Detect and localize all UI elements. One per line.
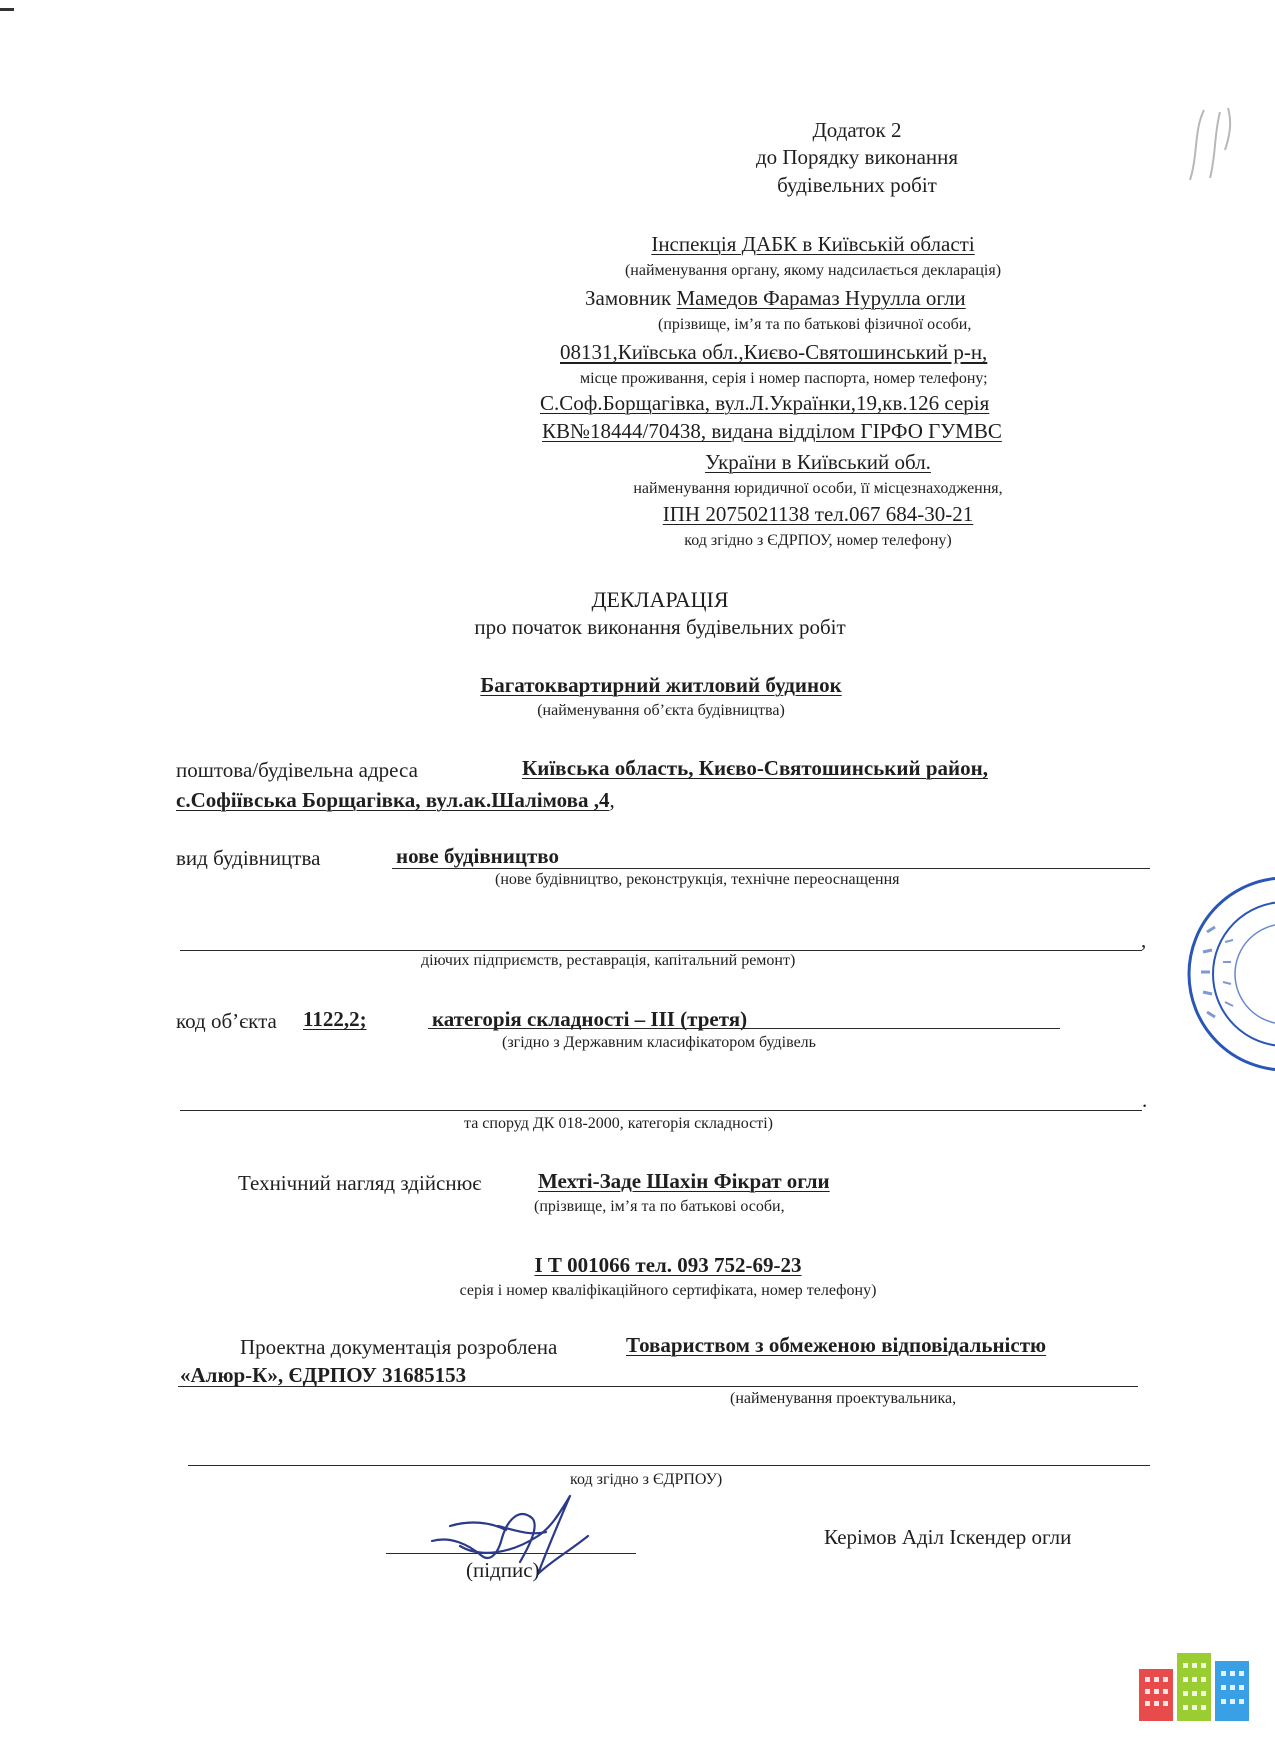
- stamp-icon: [1185, 872, 1275, 1082]
- supervision-label: Технічний нагляд здійснює: [238, 1171, 482, 1195]
- declaration-title: ДЕКЛАРАЦІЯ: [591, 587, 729, 612]
- developer-part1: Товариством з обмеженою відповідальністю: [626, 1333, 1047, 1357]
- scan-edge-mark: [0, 8, 14, 11]
- design-caption-1: (найменування проектувальника,: [730, 1390, 957, 1407]
- caption-person: (прізвище, ім’я та по батькові фізичної особи,: [658, 316, 972, 333]
- caption-legal: найменування юридичної особи, її місцезнаходження,: [633, 480, 1003, 497]
- design-caption-2: код згідно з ЄДРПОУ): [570, 1471, 723, 1488]
- buildings-logo-icon: [1139, 1651, 1251, 1721]
- address-line-2: С.Соф.Борщагівка, вул.Л.Українки,19,кв.126 серія: [540, 391, 990, 415]
- kind-blank-line: [180, 950, 1142, 951]
- caption-residence: місце проживання, серія і номер паспорта, номер телефону;: [580, 370, 988, 387]
- pencil-marks: [1170, 60, 1240, 190]
- address-line: [560, 342, 987, 363]
- kind-label: вид будівництва: [176, 846, 321, 870]
- signature-caption: (підпис): [466, 1558, 540, 1582]
- object-address-comma: ,: [609, 788, 615, 812]
- passport-line: КВ№18444/70438, видана відділом ГІРФО ГУМВС: [542, 419, 1002, 443]
- supervision-caption: (прізвище, ім’я та по батькові особи,: [534, 1198, 785, 1215]
- design-label: Проектна документація розроблена: [240, 1335, 558, 1359]
- developer-part2: «Алюр-К», ЄДРПОУ 31685153: [180, 1363, 467, 1387]
- customer-row: [585, 288, 966, 309]
- code-end: .: [1142, 1088, 1148, 1112]
- category-value: категорія складності – ІІІ (третя): [432, 1007, 748, 1031]
- kind-caption-2: діючих підприємств, реставрація, капітальний ремонт): [421, 952, 796, 969]
- signer-name: Керімов Аділ Іскендер огли: [824, 1525, 1072, 1549]
- design-blank-line: [188, 1465, 1150, 1466]
- object-address-part1: Київська область, Києво-Святошинський район,: [522, 756, 988, 780]
- declaration-subtitle: про початок виконання будівельних робіт: [474, 615, 846, 639]
- caption-code: код згідно з ЄДРПОУ, номер телефону): [684, 532, 952, 549]
- authority-name: Інспекція ДАБК в Київській області: [651, 232, 975, 256]
- customer-name: Мамедов Фарамаз Нурулла огли: [676, 286, 966, 310]
- annex-line-1: Додаток 2: [812, 118, 902, 142]
- kind-caption-1: (нове будівництво, реконструкція, технічне переоснащення: [495, 871, 900, 888]
- address-line-text: 08131,Київська обл.,Києво-Святошинський р-н,: [560, 340, 988, 364]
- object-address-row2: [176, 790, 615, 811]
- code-caption-1: (згідно з Державним класифікатором будівель: [502, 1034, 816, 1051]
- certificate-line: І Т 001066 тел. 093 752-69-23: [534, 1253, 802, 1277]
- annex-line-3: будівельних робіт: [777, 173, 937, 197]
- supervisor-name: Мехті-Заде Шахін Фікрат огли: [538, 1169, 830, 1193]
- category-underline: [428, 1028, 1060, 1029]
- certificate-caption: серія і номер кваліфікаційного сертифіката, номер телефону): [459, 1282, 877, 1299]
- code-label: код об’єкта: [176, 1009, 277, 1033]
- object-address-part2: с.Софіївська Борщагівка, вул.ак.Шалімова ,4: [176, 788, 610, 812]
- kind-underline: [392, 868, 1150, 869]
- kind-value: нове будівництво: [396, 844, 559, 868]
- address-label: поштова/будівельна адреса: [176, 758, 418, 782]
- object-name: Багатоквартирний житловий будинок: [480, 673, 842, 697]
- code-blank-line: [180, 1110, 1142, 1111]
- customer-label: Замовник: [585, 286, 672, 310]
- passport-line-2: України в Київський обл.: [705, 450, 931, 474]
- developer-underline: [178, 1386, 1138, 1387]
- code-value: 1122,2;: [303, 1007, 367, 1031]
- object-name-caption: (найменування об’єкта будівництва): [537, 702, 785, 719]
- authority-caption: (найменування органу, якому надсилається декларація): [624, 262, 1002, 279]
- kind-end: ,: [1141, 928, 1147, 952]
- code-caption-2: та споруд ДК 018-2000, категорія складності): [464, 1115, 773, 1132]
- ipn-line: ІПН 2075021138 тел.067 684-30-21: [662, 502, 974, 526]
- annex-line-2: до Порядку виконання: [755, 145, 959, 169]
